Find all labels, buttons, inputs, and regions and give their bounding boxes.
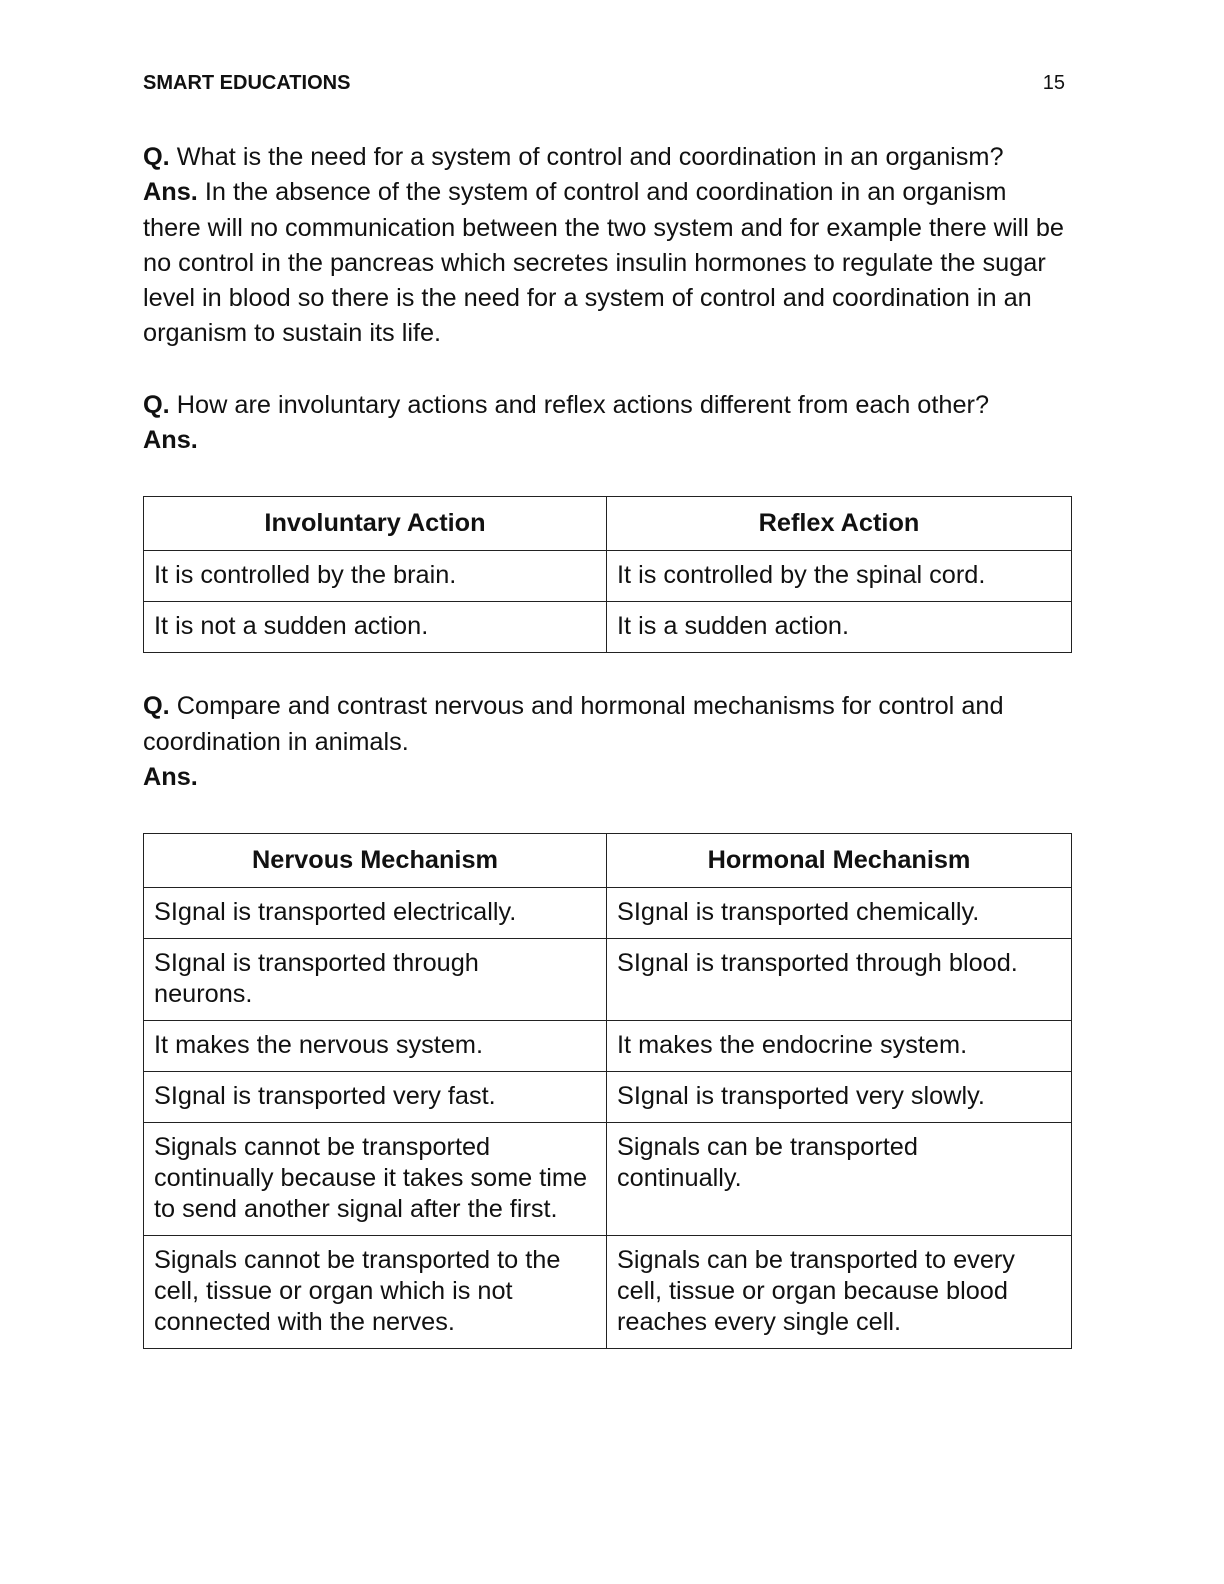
question-text: What is the need for a system of control and coordination in an organism? [169, 143, 1004, 171]
table-cell: SIgnal is transported electrically. [144, 888, 607, 939]
table-cell: SIgnal is transported through blood. [607, 939, 1072, 1021]
column-header: Nervous Mechanism [144, 834, 607, 888]
column-header: Involuntary Action [144, 497, 607, 551]
page-content [143, 140, 1073, 1349]
table-row [144, 1236, 1072, 1349]
table-row [144, 1072, 1072, 1123]
column-header: Hormonal Mechanism [607, 834, 1072, 888]
table-cell: SIgnal is transported very fast. [144, 1072, 607, 1123]
table-row [144, 1021, 1072, 1072]
table-cell: Signals can be transported to every cell, tissue or organ because blood reaches every single cell. [607, 1236, 1072, 1349]
page-header [143, 72, 1065, 95]
table-cell: Signals can be transported continually. [607, 1123, 1072, 1236]
column-header: Reflex Action [607, 497, 1072, 551]
table-cell: It is controlled by the brain. [144, 551, 607, 602]
nervous-vs-hormonal-table [143, 833, 1072, 1349]
table-cell: Signals cannot be transported to the cell, tissue or organ which is not connected with the nerves. [144, 1236, 607, 1349]
question-label: Q. [143, 692, 170, 721]
table-cell: It makes the endocrine system. [607, 1021, 1072, 1072]
question-label: Q. [143, 390, 170, 419]
page-number: 15 [1042, 72, 1065, 94]
table-row [144, 888, 1072, 939]
table-cell: Signals cannot be transported continually because it takes some time to send another signal after the first. [144, 1123, 607, 1236]
brand-title: SMART EDUCATIONS [143, 72, 351, 94]
question-1 [143, 140, 1065, 352]
question-2 [143, 388, 1065, 459]
answer-text: In the absence of the system of control and coordination in an organism there will no communication between the two system and for example there will be no control in the pancreas which secretes insulin hormones to regulate the sugar level in blood so there is the need for a system of control and coordination in an organism to sustain its life. [143, 178, 1064, 348]
table-cell: It is a sudden action. [607, 602, 1072, 653]
table-cell: It is not a sudden action. [144, 602, 607, 653]
question-label: Q. [143, 143, 170, 171]
table-cell: SIgnal is transported very slowly. [607, 1072, 1072, 1123]
table-row [144, 602, 1072, 653]
table-row [144, 1123, 1072, 1236]
answer-label: Ans. [143, 762, 198, 791]
table-header-row [144, 497, 1072, 551]
answer-label: Ans. [143, 178, 198, 207]
question-text: How are involuntary actions and reflex actions different from each other? [169, 390, 990, 419]
question-3 [143, 689, 1065, 795]
question-text: Compare and contrast nervous and hormonal mechanisms for control and coordination in animals. [143, 692, 1004, 756]
table-row [144, 939, 1072, 1021]
table-header-row [144, 834, 1072, 888]
table-cell: It makes the nervous system. [144, 1021, 607, 1072]
table-row [144, 551, 1072, 602]
table-cell: SIgnal is transported chemically. [607, 888, 1072, 939]
involuntary-vs-reflex-table [143, 496, 1072, 653]
table-cell: SIgnal is transported through neurons. [144, 939, 607, 1021]
table-cell: It is controlled by the spinal cord. [607, 551, 1072, 602]
answer-label: Ans. [143, 426, 198, 455]
